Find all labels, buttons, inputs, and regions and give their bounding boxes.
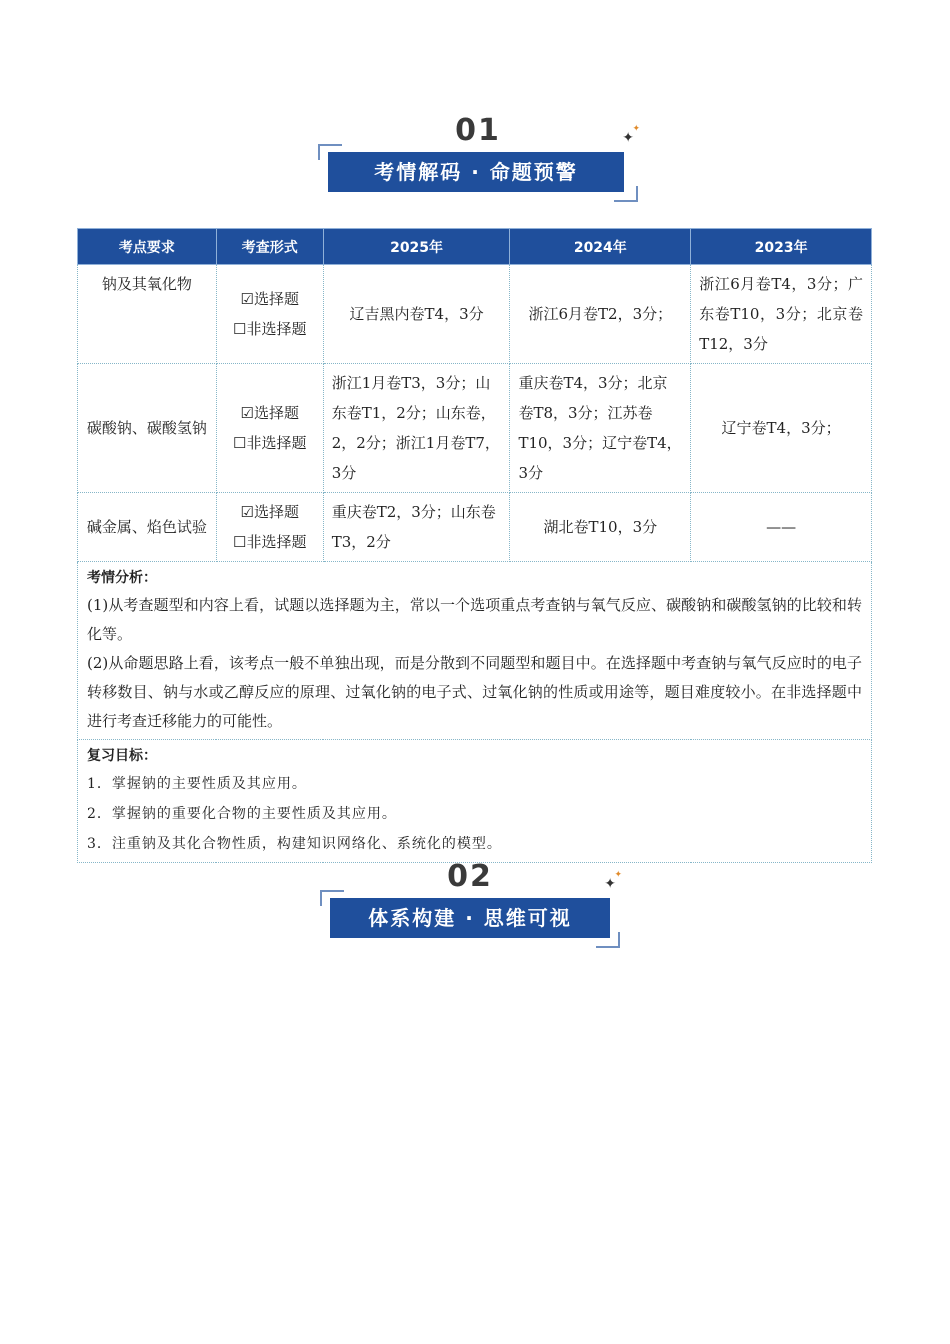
year-2025-cell: 浙江1月卷T3，3分；山东卷T1，2分；山东卷，2，2分；浙江1月卷T7，3分 (323, 364, 510, 493)
year-2023-cell: 浙江6月卷T4，3分；广东卷T10，3分；北京卷T12，3分 (691, 265, 872, 364)
topic-cell: 碱金属、焰色试验 (78, 493, 217, 562)
sparkle-icon: ✦ (632, 124, 640, 134)
header-2025: 2025年 (323, 229, 510, 265)
section-banner-01 (318, 114, 638, 204)
header-topic: 考点要求 (78, 229, 217, 265)
header-2023: 2023年 (691, 229, 872, 265)
year-2023-cell: 辽宁卷T4，3分； (691, 364, 872, 493)
year-2023-cell: —— (691, 493, 872, 562)
topic-cell: 碳酸钠、碳酸氢钠 (78, 364, 217, 493)
table-row (78, 265, 872, 364)
form-unchecked: ☐非选择题 (233, 434, 307, 452)
header-form: 考查形式 (216, 229, 323, 265)
sparkle-icon: ✦ (604, 876, 616, 892)
section-banner-02 (320, 860, 620, 950)
year-2024-cell: 重庆卷T4，3分；北京卷T8，3分；江苏卷T10，3分；辽宁卷T4，3分 (510, 364, 691, 493)
year-2024-cell: 湖北卷T10，3分 (510, 493, 691, 562)
section-number: 01 (455, 113, 501, 148)
section-number: 02 (447, 859, 493, 894)
form-checked: ☑选择题 (240, 503, 299, 521)
goals-row (78, 740, 872, 863)
year-2025-cell: 辽吉黑内卷T4，3分 (323, 265, 510, 364)
section-title: 考情解码 · 命题预警 (328, 152, 624, 192)
exam-analysis-table (77, 228, 872, 863)
analysis-paragraph: (1)从考查题型和内容上看，试题以选择题为主，常以一个选项重点考查钠与氧气反应、碳酸钠和碳酸氢钠的比较和转化等。 (87, 596, 862, 643)
goal-item: 2．掌握钠的重要化合物的主要性质及其应用。 (87, 806, 397, 822)
table-row (78, 364, 872, 493)
table-row (78, 493, 872, 562)
section-title: 体系构建 · 思维可视 (330, 898, 610, 938)
form-cell (216, 493, 323, 562)
sparkle-icon: ✦ (614, 870, 622, 880)
form-cell (216, 265, 323, 364)
analysis-row (78, 562, 872, 740)
form-checked: ☑选择题 (240, 290, 299, 308)
table-header-row (78, 229, 872, 265)
goal-item: 1．掌握钠的主要性质及其应用。 (87, 776, 307, 792)
topic-cell: 钠及其氧化物 (78, 265, 217, 364)
year-2025-cell: 重庆卷T2，3分；山东卷T3，2分 (323, 493, 510, 562)
form-unchecked: ☐非选择题 (233, 533, 307, 551)
form-unchecked: ☐非选择题 (233, 320, 307, 338)
form-cell (216, 364, 323, 493)
goals-title: 复习目标： (87, 748, 157, 764)
analysis-paragraph: (2)从命题思路上看，该考点一般不单独出现，而是分散到不同题型和题目中。在选择题中考查钠与氧气反应时的电子转移数目、钠与水或乙醇反应的原理、过氧化钠的电子式、过氧化钠的性质或用途等，题目难度较小。在非选择题中进行考查迁移能力的可能性。 (87, 654, 862, 730)
goals-cell (78, 740, 872, 863)
year-2024-cell: 浙江6月卷T2，3分； (510, 265, 691, 364)
form-checked: ☑选择题 (240, 404, 299, 422)
analysis-title: 考情分析： (87, 570, 157, 586)
goal-item: 3．注重钠及其化合物性质，构建知识网络化、系统化的模型。 (87, 836, 502, 852)
sparkle-icon: ✦ (622, 130, 634, 146)
header-2024: 2024年 (510, 229, 691, 265)
analysis-cell (78, 562, 872, 740)
